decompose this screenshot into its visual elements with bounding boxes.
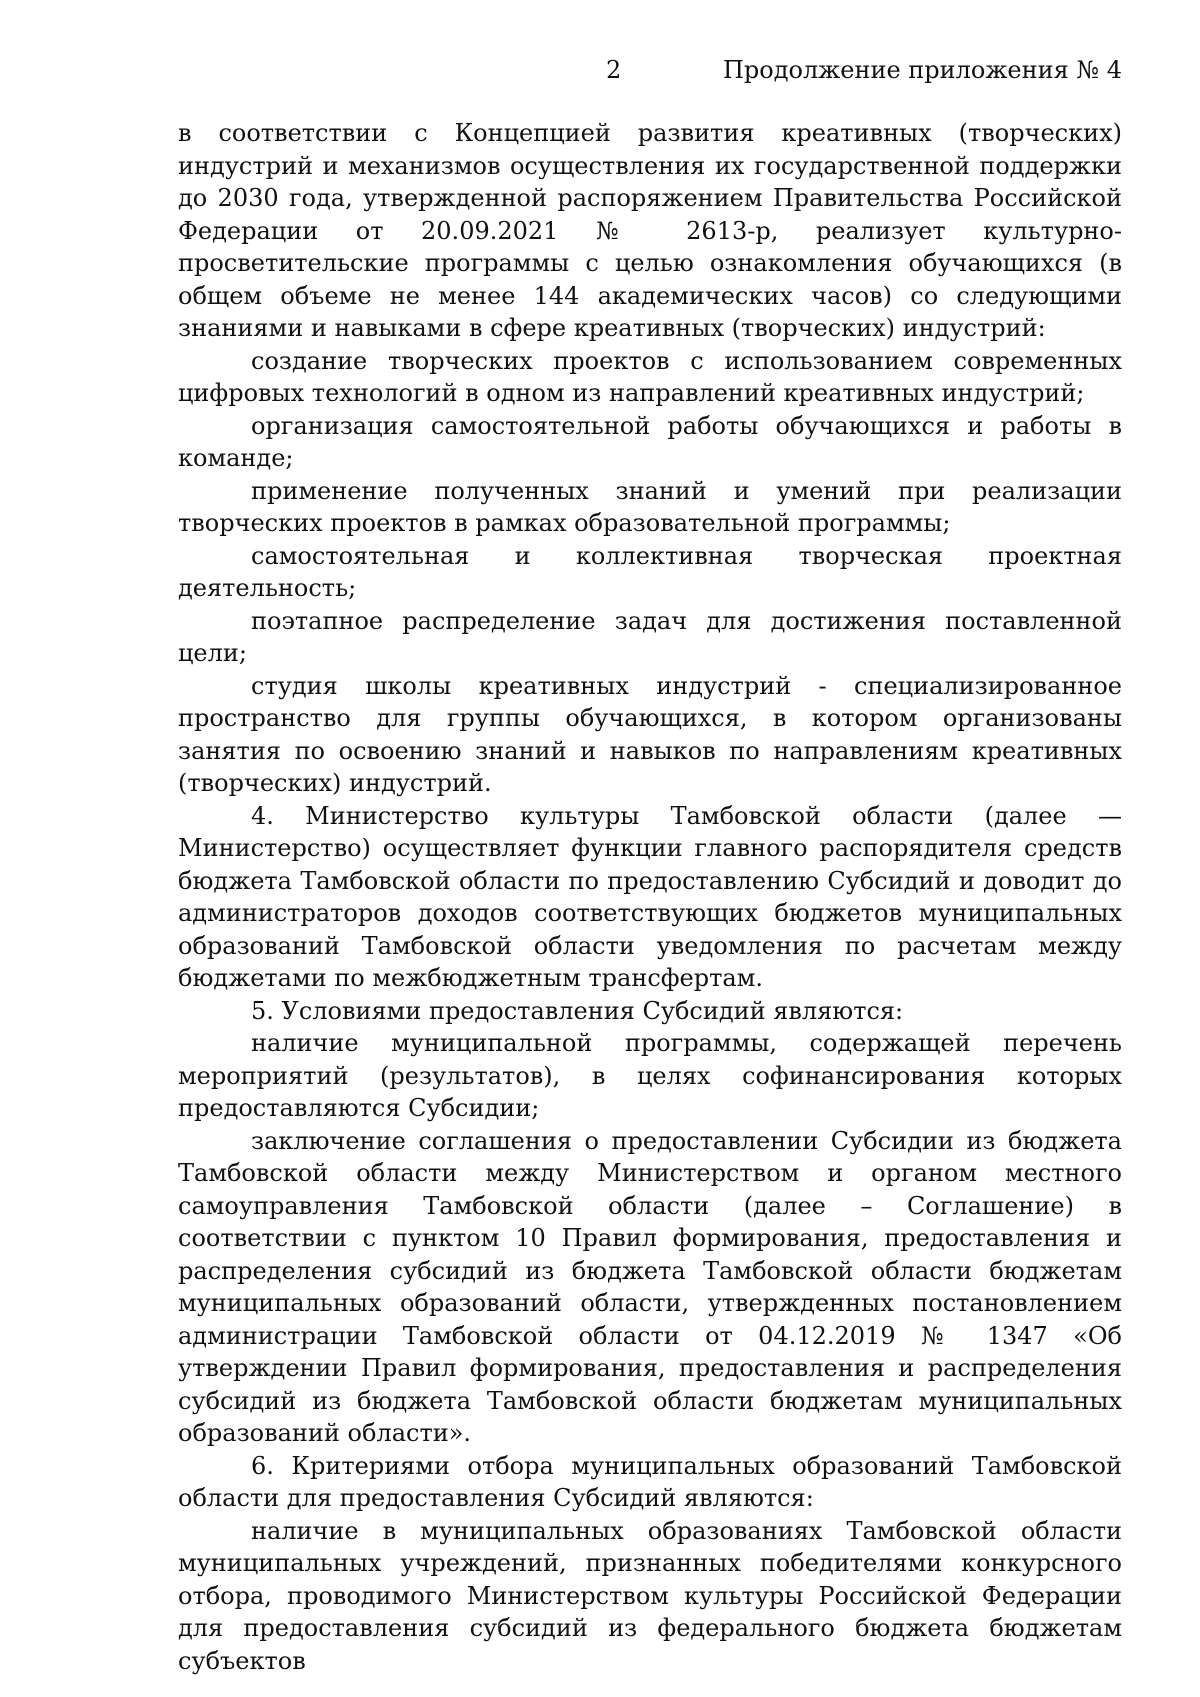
document-body [178, 117, 1122, 1677]
paragraph: заключение соглашения о предоставлении Субсидии из бюджета Тамбовской области между Министерством и органом местного самоуправления Тамбовской области (далее – Соглашение) в соответствии с пунктом 10 Правил формирования, предоставления и распределения субсидий из бюджета Тамбовской области бюджетам муниципальных образований области, утвержденных постановлением администрации Тамбовской области от 04.12.2019 № 1347 «Об утверждении Правил формирования, предоставления и распределения субсидий из бюджета Тамбовской области бюджетам муниципальных образований области». [178, 1126, 1122, 1447]
page-header [178, 50, 1122, 90]
paragraph: студия школы креативных индустрий - специализированное пространство для группы обучающихся, в котором организованы занятия по освоению знаний и навыков по направлениям креативных (творческих) индустрий. [178, 671, 1122, 797]
paragraph: самостоятельная и коллективная творческая проектная деятельность; [178, 541, 1122, 602]
page-number: 2 [606, 56, 622, 84]
paragraph: 5. Условиями предоставления Субсидий являются: [251, 996, 904, 1025]
paragraph: создание творческих проектов с использованием современных цифровых технологий в одном из направлений креативных индустрий; [178, 346, 1122, 407]
paragraph: 4. Министерство культуры Тамбовской области (далее — Министерство) осуществляет функции главного распорядителя средств бюджета Тамбовской области по предоставлению Субсидий и доводит до администраторов доходов соответствующих бюджетов муниципальных образований Тамбовской области уведомления по расчетам между бюджетами по межбюджетным трансфертам. [178, 801, 1122, 992]
paragraph: наличие муниципальной программы, содержащей перечень мероприятий (результатов), в целях софинансирования которых предоставляются Субсидии; [178, 1029, 1122, 1122]
paragraph: применение полученных знаний и умений при реализации творческих проектов в рамках образовательной программы; [178, 476, 1122, 537]
paragraph: поэтапное распределение задач для достижения поставленной цели; [178, 606, 1122, 667]
appendix-continuation: Продолжение приложения № 4 [722, 56, 1122, 84]
paragraph: 6. Критериями отбора муниципальных образований Тамбовской области для предоставления Субсидий являются: [178, 1451, 1122, 1512]
paragraph: наличие в муниципальных образованиях Тамбовской области муниципальных учреждений, признанных победителями конкурсного отбора, проводимого Министерством культуры Российской Федерации для предоставления субсидий из федерального бюджета бюджетам субъектов [178, 1516, 1122, 1675]
paragraph: в соответствии с Концепцией развития креативных (творческих) индустрий и механизмов осуществления их государственной поддержки до 2030 года, утвержденной распоряжением Правительства Российской Федерации от 20.09.2021 № 2613-р, реализует культурно-просветительские программы с целью ознакомления обучающихся (в общем объеме не менее 144 академических часов) со следующими знаниями и навыками в сфере креативных (творческих) индустрий: [178, 119, 1122, 342]
paragraph: организация самостоятельной работы обучающихся и работы в команде; [178, 411, 1122, 472]
